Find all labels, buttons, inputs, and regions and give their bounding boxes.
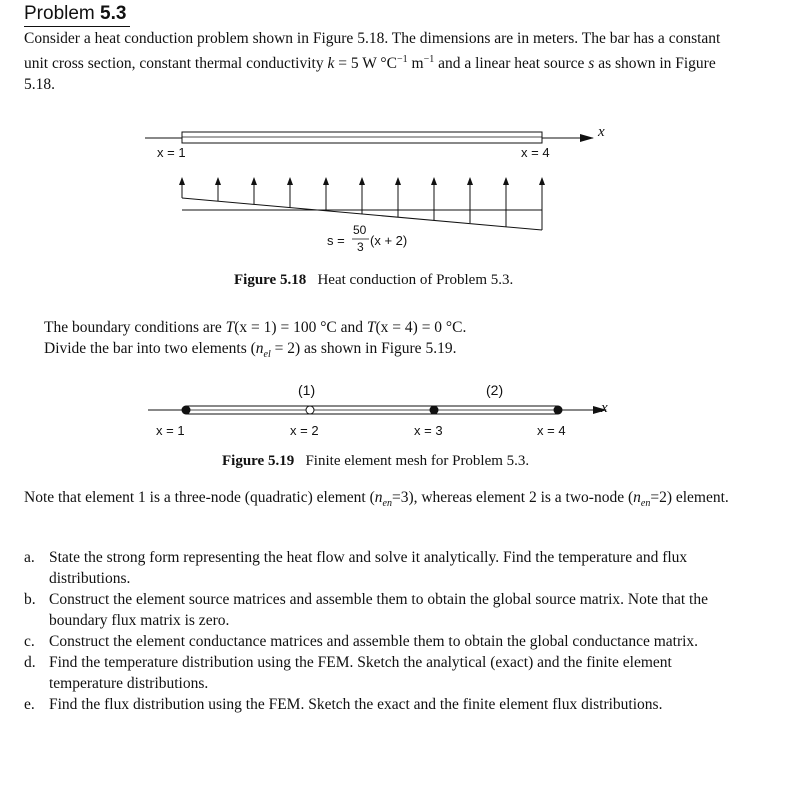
figure-5-19-caption-text: Finite element mesh for Problem 5.3. — [305, 453, 530, 469]
formula-numerator: 50 — [353, 223, 367, 237]
figure-5-19-number: Figure 5.19 — [222, 453, 295, 469]
task-item — [24, 589, 740, 631]
note-n2-sub: en — [640, 498, 651, 510]
conductivity-unit-m: m — [407, 55, 424, 73]
note-n1: n — [374, 489, 383, 506]
boundary-conditions — [44, 317, 644, 365]
task-text: Construct the element conductance matrices and assemble them to obtain the global conductance matrix. — [49, 633, 699, 650]
task-list — [24, 547, 740, 715]
task-marker: a. — [24, 549, 35, 566]
bc-text-c: (x = 4) = 0 °C. — [375, 319, 467, 336]
task-item — [24, 694, 740, 715]
bc-text-d: Divide the bar into two elements ( — [44, 340, 256, 357]
bc-n: n — [255, 340, 264, 357]
figure-5-18-number: Figure 5.18 — [234, 272, 307, 288]
bc-text-e: = 2) as shown in Figure 5.19. — [270, 340, 457, 357]
figure-5-18-right-label: x = 4 — [521, 145, 550, 160]
bc-text-b: (x = 1) = 100 °C and — [234, 319, 367, 336]
intro-text-b: and a linear heat source — [434, 55, 589, 73]
figure-5-18-x-axis-label: x — [598, 124, 605, 140]
element-2-label: (2) — [486, 382, 504, 398]
task-text: State the strong form representing the heat flow and solve it analytically. Find the temperature and flux distributions. — [49, 549, 688, 587]
figure-5-19-caption — [222, 453, 529, 470]
bc-text-a: The boundary conditions are — [44, 319, 226, 336]
problem-prefix: Problem — [24, 3, 95, 24]
figure-5-18-caption — [234, 272, 513, 289]
task-item — [24, 631, 740, 652]
node-label-1: x = 1 — [156, 423, 185, 438]
node-3 — [430, 406, 439, 415]
conductivity-value: = 5 W °C — [334, 55, 397, 73]
note-text-c: =2) element. — [650, 489, 729, 506]
node-label-3: x = 3 — [414, 423, 443, 438]
formula-lhs: s = — [327, 233, 345, 248]
formula-denominator: 3 — [357, 240, 364, 254]
task-marker: e. — [24, 696, 35, 713]
problem-number: 5.3 — [100, 3, 127, 24]
bc-n-sub: el — [263, 349, 271, 361]
note-paragraph — [24, 487, 744, 514]
figure-5-18-bar — [182, 132, 542, 143]
conductivity-exp-2: −1 — [423, 54, 435, 65]
task-marker: d. — [24, 654, 36, 671]
task-marker: b. — [24, 591, 36, 608]
conductivity-symbol: k — [327, 55, 335, 73]
node-label-2: x = 2 — [290, 423, 319, 438]
node-1 — [182, 406, 191, 415]
task-item — [24, 652, 740, 694]
node-4 — [554, 406, 563, 415]
intro-text-c: as shown in Figure 5.18. — [24, 55, 716, 94]
source-symbol: s — [588, 55, 595, 73]
figure-5-18-caption-text: Heat conduction of Problem 5.3. — [317, 272, 514, 288]
bc-T2: T — [366, 319, 376, 336]
note-text-b: =3), whereas element 2 is a two-node ( — [391, 489, 634, 506]
bc-T1: T — [225, 319, 235, 336]
task-marker: c. — [24, 633, 35, 650]
figure-5-19-x-axis-label: x — [601, 400, 608, 416]
note-n2: n — [633, 489, 641, 506]
note-n1-sub: en — [382, 498, 392, 510]
task-text: Find the temperature distribution using the FEM. Sketch the analytical (exact) and the finite element temperature distributions. — [49, 654, 672, 692]
figure-5-18-left-label: x = 1 — [157, 145, 186, 160]
node-2-midside — [306, 406, 314, 414]
conductivity-exp-1: −1 — [396, 54, 408, 65]
task-text: Construct the element source matrices and assemble them to obtain the global source matrix. Note that the boundary flux matrix is zero. — [49, 591, 708, 629]
intro-text-a: Consider a heat conduction problem shown in Figure 5.18. The dimensions are in meters. The bar has a constant unit cross section, constant thermal conductivity — [24, 30, 721, 73]
formula-rhs: (x + 2) — [370, 233, 408, 248]
note-text-a: Note that element 1 is a three-node (quadratic) element ( — [24, 489, 375, 506]
node-label-4: x = 4 — [537, 423, 566, 438]
task-text: Find the flux distribution using the FEM. Sketch the exact and the finite element flux distributions. — [49, 696, 663, 713]
element-1-label: (1) — [298, 382, 316, 398]
task-item — [24, 547, 740, 589]
